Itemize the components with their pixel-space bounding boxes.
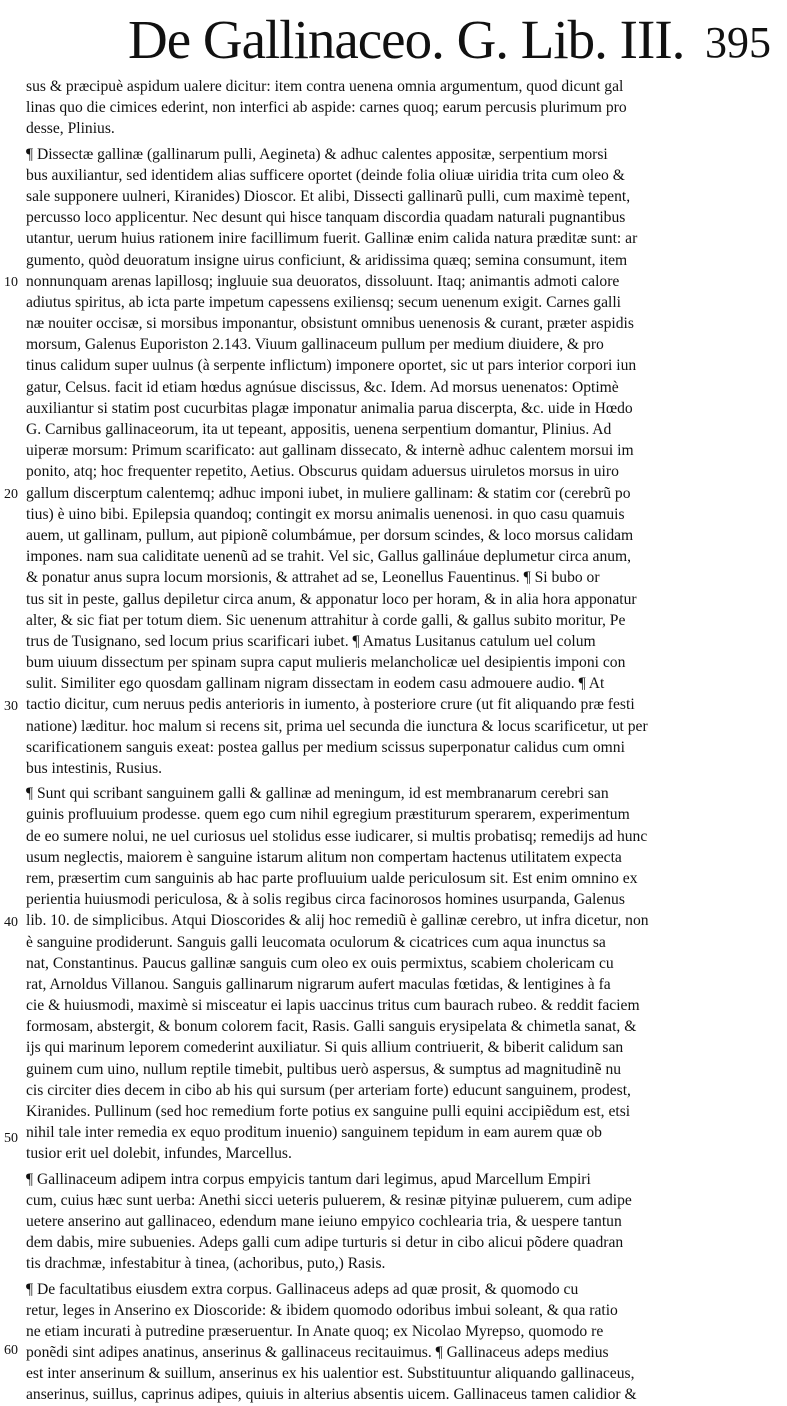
text-line: perientia huiusmodi periculosa, & à solis regibus circa facinorosos homines usurpanda, Galenus	[26, 891, 625, 909]
text-line: de eo sumere nolui, ne uel curiosus uel stolidus esse iudicarer, si multis probatisq; remedijs ad hunc	[26, 827, 648, 845]
text-line: cum, cuius hæc sunt uerba: Anethi sicci ueteris puluerem, & resinæ pityinæ puluerem, cum adipe	[26, 1191, 632, 1209]
text-line: ponẽdi sint adipes anatinus, anserinus & gallinaceus recitauimus. ¶ Gallinaceus adeps medius	[26, 1344, 609, 1362]
text-line: gatur, Celsus. facit id etiam hœdus agnúsue discissus, &c. Idem. Ad morsus uenenatos: Optimè	[26, 378, 619, 396]
text-line: utantur, uerum huius rationem inire facillimum fuerit. Gallinæ enim calida natura præditæ sunt: ar	[26, 230, 638, 248]
text-line: bus intestinis, Rusius.	[26, 760, 163, 777]
text-line: tus sit in peste, gallus depiletur circa anum, & apponatur loco per horam, & in alia hora apponatur	[26, 590, 637, 608]
text-line: nihil tale inter remedia ex equo proditum inuenio) sanguinem tepidum in eam aurem quæ ob	[26, 1124, 602, 1142]
text-line: lib. 10. de simplicibus. Atqui Dioscorides & alij hoc remediũ è gallinæ cerebro, ut infra dicetur, non	[26, 912, 649, 930]
paragraph	[26, 76, 779, 140]
paragraph	[26, 144, 779, 780]
line-number-60: 60	[4, 1343, 18, 1358]
text-line: uiperæ morsum: Primum scarificato: aut gallinam dissecato, & internè adhuc calentem morsui im	[26, 442, 634, 460]
text-line: tusior erit uel dolebit, infundes, Marcellus.	[26, 1145, 292, 1163]
text-line: retur, leges in Anserino ex Dioscoride: & ibidem quomodo odoribus imbui soleant, & qua ratio	[26, 1301, 618, 1319]
paragraph	[26, 783, 779, 1164]
text-line: percusso loco applicentur. Nec desunt qui hisce tanquam discordia quadam naturali pugnantibus	[26, 209, 626, 227]
line-number-20: 20	[4, 487, 18, 502]
text-line: auxiliantur si statim post cucurbitas plagæ imponatur animalia parua discerpta, &c. uide in Hœdo	[26, 399, 633, 417]
text-line: alter, & sic fiat per totum diem. Sic uenenum attrahitur à corde galli, & gallus subito moritur, Pe	[26, 611, 626, 629]
text-line: ¶ Gallinaceum adipem intra corpus empyicis tantum dari legimus, apud Marcellum Empiri	[26, 1170, 591, 1188]
text-line: anserinus, suillus, caprinus adipes, quiuis in alterius absentis uicem. Gallinaceus tamen calidior &	[26, 1386, 637, 1404]
text-line: morsum, Galenus Euporiston 2.143. Viuum gallinaceum pullum per medium diuidere, & pro	[26, 336, 604, 354]
line-number-40: 40	[4, 915, 18, 930]
text-line: desse, Plinius.	[26, 120, 115, 138]
text-line: rem, præsertim cum sanguinis ab hac parte profluuium ualde periculosum sit. Est enim omnino ex	[26, 869, 638, 887]
line-number-30: 30	[4, 699, 18, 714]
text-line: nat, Constantinus. Paucus gallinæ sanguis cum oleo ex ouis permixtus, scabiem cholericam cu	[26, 954, 614, 972]
text-line: bus auxiliantur, sed identidem alias sufficere oportet (deinde folia oliuæ uiridia trita cum oleo &	[26, 166, 625, 184]
line-number-10: 10	[4, 275, 18, 290]
text-line: ne etiam incurati à putredine præseruentur. In Anate quoq; ex Nicolao Myrepso, quomodo re	[26, 1322, 604, 1340]
text-line: uetere anserino aut gallinaceo, edendum mane ieiuno empyico cochlearia tria, & uespere tantun	[26, 1212, 622, 1230]
page-header	[0, 0, 787, 78]
text-line: trus de Tusignano, sed locum prius scarificari iubet. ¶ Amatus Lusitanus catulum uel colum	[26, 632, 596, 650]
text-line: cis circiter dies decem in cibo ab his qui sursum (per arteriam forte) educunt sanguinem, prodest,	[26, 1081, 631, 1099]
text-line: ¶ Dissectæ gallinæ (gallinarum pulli, Aegineta) & adhuc calentes appositæ, serpentium morsi	[26, 145, 608, 163]
text-line: tinus calidum super uulnus (à serpente inflictum) imponere oportet, sic ut pars interior corpori iun	[26, 357, 637, 375]
line-number-50: 50	[4, 1131, 18, 1146]
text-line: natione) læditur. hoc malum si recens sit, prima uel secunda die iunctura & locus scarificetur, ut per	[26, 717, 648, 735]
text-line: è sanguine prodiderunt. Sanguis galli leucomata oculorum & cicatrices cum aqua inunctus sa	[26, 933, 606, 951]
text-line: sus & præcipuè aspidum ualere dicitur: item contra uenena omnia argumentum, quod dicunt gal	[26, 78, 624, 95]
text-line: est inter anserinum & suillum, anserinus ex his ualentior est. Substituuntur aliquando gallinaceus,	[26, 1365, 635, 1383]
text-line: rat, Arnoldus Villanou. Sanguis gallinarum nigrarum aufert maculas fœtidas, & lentigines à fa	[26, 975, 611, 993]
text-line: guinem cum uino, nullum reptile timebit, pultibus uerò aspersus, & sumptus ad magnitudinẽ nu	[26, 1060, 622, 1078]
text-line: scarificationem sanguis exeat: postea gallus per medium scissus superponatur calidus cum omni	[26, 738, 625, 756]
text-line: guinis profluuium prodesse. quem ego cum nihil egregium præstiturum sperarem, experimentum	[26, 806, 630, 824]
text-line: tius) è uino bibi. Epilepsia quandoq; contingit ex morsu animalis uenenosi. in quo casu quamuis	[26, 505, 625, 523]
text-line: næ nouiter occisæ, si morsibus imponantur, obsistunt omnibus uenenosis & curant, præter aspidis	[26, 315, 634, 333]
text-line: bum uiuum dissectum per spinam supra caput mulieris melancholicæ uel desipientis imponi con	[26, 654, 626, 672]
text-line: adiutus spiritus, ab icta parte impetum capessens exiliensq; secum uenenum exigit. Carnes galli	[26, 293, 622, 311]
text-line: cie & huiusmodi, maximè si misceatur ei lapis uaccinus tritus cum baurach rubeo. & reddit faciem	[26, 997, 640, 1015]
text-line: impones. nam sua caliditate uenenũ ad se trahit. Vel sic, Gallus gallináue deplumetur circa anum,	[26, 548, 632, 566]
page-number: 395	[705, 18, 771, 67]
text-line: & ponatur anus supra locum morsionis, & attrahet ad se, Leonellus Fauentinus. ¶ Si bubo or	[26, 569, 600, 587]
text-line: nonnunquam arenas lapillosq; ingluuie sua deuoratos, dissoluunt. Itaq; animantis admoti calore	[26, 272, 620, 290]
text-line: G. Carnibus gallinaceorum, ita ut tepeant, appositis, uenena serpentium domantur, Plinius. Ad	[26, 421, 612, 438]
paragraph	[26, 1279, 779, 1406]
text-line: formosam, abstergit, & bonum colorem facit, Rasis. Galli sanguis erysipelata & chimetla sanat, &	[26, 1018, 637, 1036]
text-line: Kiranides. Pullinum (sed hoc remedium forte potius ex sanguine pulli equini accipiẽdum est, etsi	[26, 1103, 631, 1120]
paragraph	[26, 1169, 779, 1275]
text-line: tis drachmæ, infestabitur à tinea, (achoribus, puto,) Rasis.	[26, 1255, 386, 1273]
text-line: ¶ Sunt qui scribant sanguinem galli & gallinæ ad meningum, id est membranarum cerebri san	[26, 785, 609, 803]
text-line: gumento, quòd deuoratum insigne uirus conficiunt, & aridissima quæq; semina consumunt, item	[26, 251, 628, 269]
text-line: ¶ De facultatibus eiusdem extra corpus. Gallinaceus adeps ad quæ prosit, & quomodo cu	[26, 1280, 579, 1298]
text-line: linas quo die cimices ederint, non interfici ab aspide: carnes quoq; earum percusis plurimum pro	[26, 99, 627, 117]
running-title: De Gallinaceo. G. Lib. III.	[128, 9, 685, 70]
text-line: sale supponere uulneri, Kiranides) Dioscor. Et alibi, Dissecti gallinarũ pulli, cum maximè tepent,	[26, 187, 631, 205]
text-line: tactio dicitur, cum neruus pedis anterioris in iumento, à posteriore crure (ut fit aliquando præ festi	[26, 696, 635, 714]
text-line: dem dabis, mire subuenies. Adeps galli cum adipe turturis si detur in cibo alicui põdere quadran	[26, 1234, 624, 1252]
text-line: ijs qui marinum leporem comederint auxiliatur. Si quis allium contriuerit, & biberit calidum san	[26, 1039, 624, 1057]
body-text	[26, 76, 779, 1406]
text-line: usum neglectis, maiorem è sanguine istarum alitum non compertam hactenus utilitatem expecta	[26, 848, 622, 866]
text-line: auem, ut gallinam, pullum, aut pipionẽ columbámue, per dorsum scindes, & loco morsus calidam	[26, 526, 634, 544]
text-line: ponito, atq; hoc frequenter repetito, Aetius. Obscurus quidam aduersus uiruletos morsus in uiro	[26, 463, 619, 481]
text-line: sulit. Similiter ego quosdam gallinam nigram dissectam in eodem casu admouere audio. ¶ At	[26, 675, 605, 693]
text-line: gallum discerptum calentemq; adhuc imponi iubet, in muliere gallinam: & statim cor (cerebrũ po	[26, 484, 631, 502]
